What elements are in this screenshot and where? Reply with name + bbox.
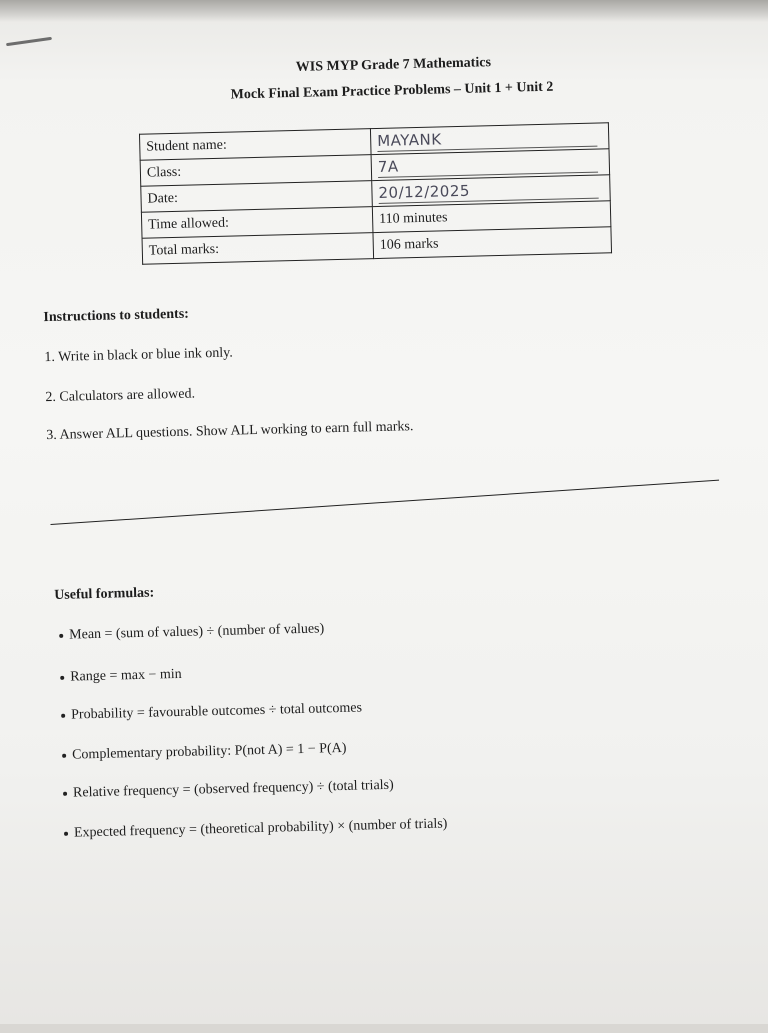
formula-text: Range = max − min [70, 666, 182, 685]
student-name-value[interactable]: MAYANK [370, 123, 609, 155]
formula-text: Expected frequency = (theoretical probability) × (number of trials) [73, 816, 448, 841]
total-marks-value: 106 marks [373, 227, 612, 259]
student-info-table [139, 122, 612, 264]
formula-item [61, 701, 362, 724]
class-value[interactable]: 7A [371, 149, 610, 181]
instruction-item: 2. Calculators are allowed. [45, 386, 196, 406]
total-marks-label: Total marks: [142, 233, 374, 265]
class-label: Class: [140, 155, 372, 187]
bullet-icon [62, 754, 66, 758]
bullet-icon [64, 832, 68, 836]
student-name-label: Student name: [139, 129, 371, 161]
formula-text: Mean = (sum of values) ÷ (number of values) [69, 621, 325, 643]
time-allowed-label: Time allowed: [141, 207, 373, 239]
divider-line [50, 480, 719, 526]
formula-item [64, 816, 448, 841]
instruction-item: 1. Write in black or blue ink only. [44, 345, 233, 366]
instruction-item: 3. Answer ALL questions. Show ALL working to earn full marks. [46, 419, 414, 444]
exam-subtitle: Mock Final Exam Practice Problems – Unit 1 + Unit 2 [230, 79, 554, 103]
formula-item [59, 621, 324, 643]
time-allowed-value: 110 minutes [372, 201, 611, 233]
date-label: Date: [141, 181, 373, 213]
formula-text: Probability = favourable outcomes ÷ total outcomes [70, 700, 363, 723]
formula-item [60, 667, 182, 686]
bullet-icon [61, 714, 65, 718]
bullet-icon [59, 634, 63, 638]
instructions-heading: Instructions to students: [43, 306, 190, 326]
formula-text: Relative frequency = (observed frequency) ÷ (total trials) [72, 777, 394, 801]
date-value[interactable]: 20/12/2025 [372, 175, 611, 207]
formula-item [63, 778, 394, 802]
exam-title: WIS MYP Grade 7 Mathematics [295, 55, 492, 75]
formula-text: Complementary probability: P(not A) = 1 − P(A) [71, 740, 347, 763]
formulas-heading: Useful formulas: [54, 585, 155, 603]
bullet-icon [60, 676, 64, 680]
formula-item [62, 741, 347, 764]
bullet-icon [63, 792, 67, 796]
